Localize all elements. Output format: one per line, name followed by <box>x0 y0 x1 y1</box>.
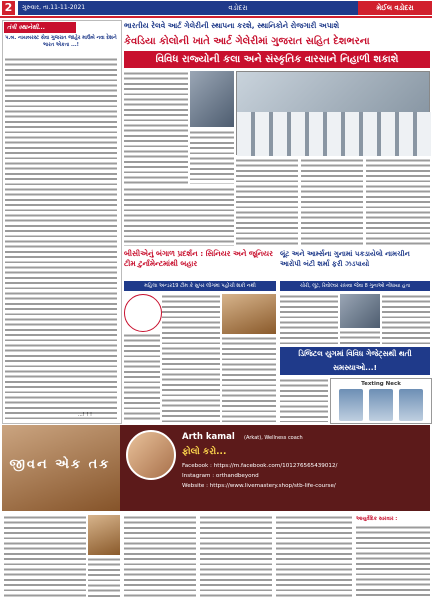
bca-team-photo <box>222 294 276 334</box>
gallery-photo-small <box>190 71 234 127</box>
instagram-link[interactable]: Instagram : orthandbeyond <box>182 473 259 479</box>
bottom-body-col6 <box>356 525 430 597</box>
header-rule <box>0 16 432 18</box>
edition-city: વડોદરા <box>118 1 358 15</box>
gallery-photo-main <box>236 71 430 155</box>
gadgets-story-headline: ડિજિટલ યુગમાં વિવિધ ગેજેટ્સથી થતી સમસ્યાઓ...! <box>280 347 430 375</box>
bottom-body-col3 <box>124 515 196 597</box>
bottom-body-col1 <box>4 515 86 597</box>
bca-story-subhead: મહિલા અન્ડર19 ટીમ કે સુપર લીગમાં પહોંચી શકી નથી <box>124 281 276 291</box>
bca-story-body-col1 <box>162 294 220 422</box>
bottom-body-col2 <box>88 557 120 597</box>
main-story-body-col1 <box>124 71 188 184</box>
editorial-kicker: તંત્રી સ્થાનેથી... <box>4 22 76 33</box>
main-story-body-col2 <box>190 130 234 184</box>
masthead-brand: મેઈલ વડોદરા <box>358 1 432 15</box>
main-story-kicker: ભારતીય રેલવે આર્ટ ગેલેરીની સ્થાપના કરશે, સ્થાનિકોને રોજગારી અપાશે <box>124 21 340 30</box>
main-story-body-col4 <box>301 158 363 246</box>
main-story-body-col5 <box>366 158 430 246</box>
crime-story-body-col1 <box>280 294 338 344</box>
gadgets-story-body <box>280 378 328 422</box>
main-story-body-col6 <box>124 187 234 246</box>
coach-avatar <box>126 430 176 480</box>
editorial-body <box>5 57 117 419</box>
crime-story-body-col3 <box>382 294 430 344</box>
bca-story-headline: બીસીએનું બંગાળ પ્રદર્શન : સિનિયર અને જૂનિયર ટીમ ટુર્નામેન્ટમાંથી બહાર <box>124 249 273 268</box>
neck-figure-3 <box>399 389 423 421</box>
bottom-body-col4 <box>200 515 272 597</box>
issue-date: ગુરુવાર, તા.11-11-2021 <box>18 1 118 15</box>
crime-story-headline: લૂંટ અને આર્મ્સના ગુનામાં પકડાયેલો નામચીન આરોપી બંટી શર્મા ફરી ઝડપાયો <box>280 250 410 268</box>
neck-figure-2 <box>369 389 393 421</box>
crime-story-subhead: ચોરી, લૂંટ, રિવોલ્વર રાખવા જેવા 8 ગુનાઓ નોંધાયા હતા <box>280 281 430 291</box>
wellness-ad-title: જીવન એક તક <box>9 457 111 472</box>
follow-label: ફોલો કરો... <box>182 447 227 457</box>
page-number: 2 <box>2 1 15 15</box>
texting-neck-ad <box>330 378 432 424</box>
crime-story-body-col2 <box>340 330 380 344</box>
editorial-ending: ...! ! ! <box>78 412 92 418</box>
ayurveda-label: આયુર્વેદિક સારવાર : <box>356 516 398 522</box>
editorial-headline: પ.બ. નાયબરસ્ટ સેવા ગુજરાત જાહેર માઉબે નવા દેશને ભારત એકતા ...! <box>5 35 117 48</box>
main-story-subhead: વિવિધ રાજ્યોની કલા અને સંસ્કૃતિક વારસાને નિહાળી શકાશે <box>124 51 430 68</box>
coach-name: Arth kamal <box>182 432 235 442</box>
main-story-body-col3 <box>236 158 298 246</box>
gallery-columns <box>237 112 431 156</box>
neck-figure-1 <box>339 389 363 421</box>
texting-neck-title: Texting Neck <box>361 381 401 387</box>
coach-role: (Arkat), Wellness coach <box>244 435 303 441</box>
accused-photo <box>340 294 380 328</box>
website-link[interactable]: Website : https://www.livemastery.shop/stb-life-course/ <box>182 483 336 489</box>
bca-story-body-col0 <box>124 333 160 422</box>
bottom-photo <box>88 515 120 555</box>
bca-story-body-col2 <box>222 336 276 422</box>
main-story-headline: કેવડિયા કોલોની ખાતે આર્ટ ગેલેરીમાં ગુજરાત સહિત દેશભરના <box>124 36 370 47</box>
facebook-link[interactable]: Facebook : https://m.facebook.com/101276565439012/ <box>182 463 338 469</box>
bottom-body-col5 <box>276 515 352 597</box>
bca-logo <box>124 294 162 332</box>
